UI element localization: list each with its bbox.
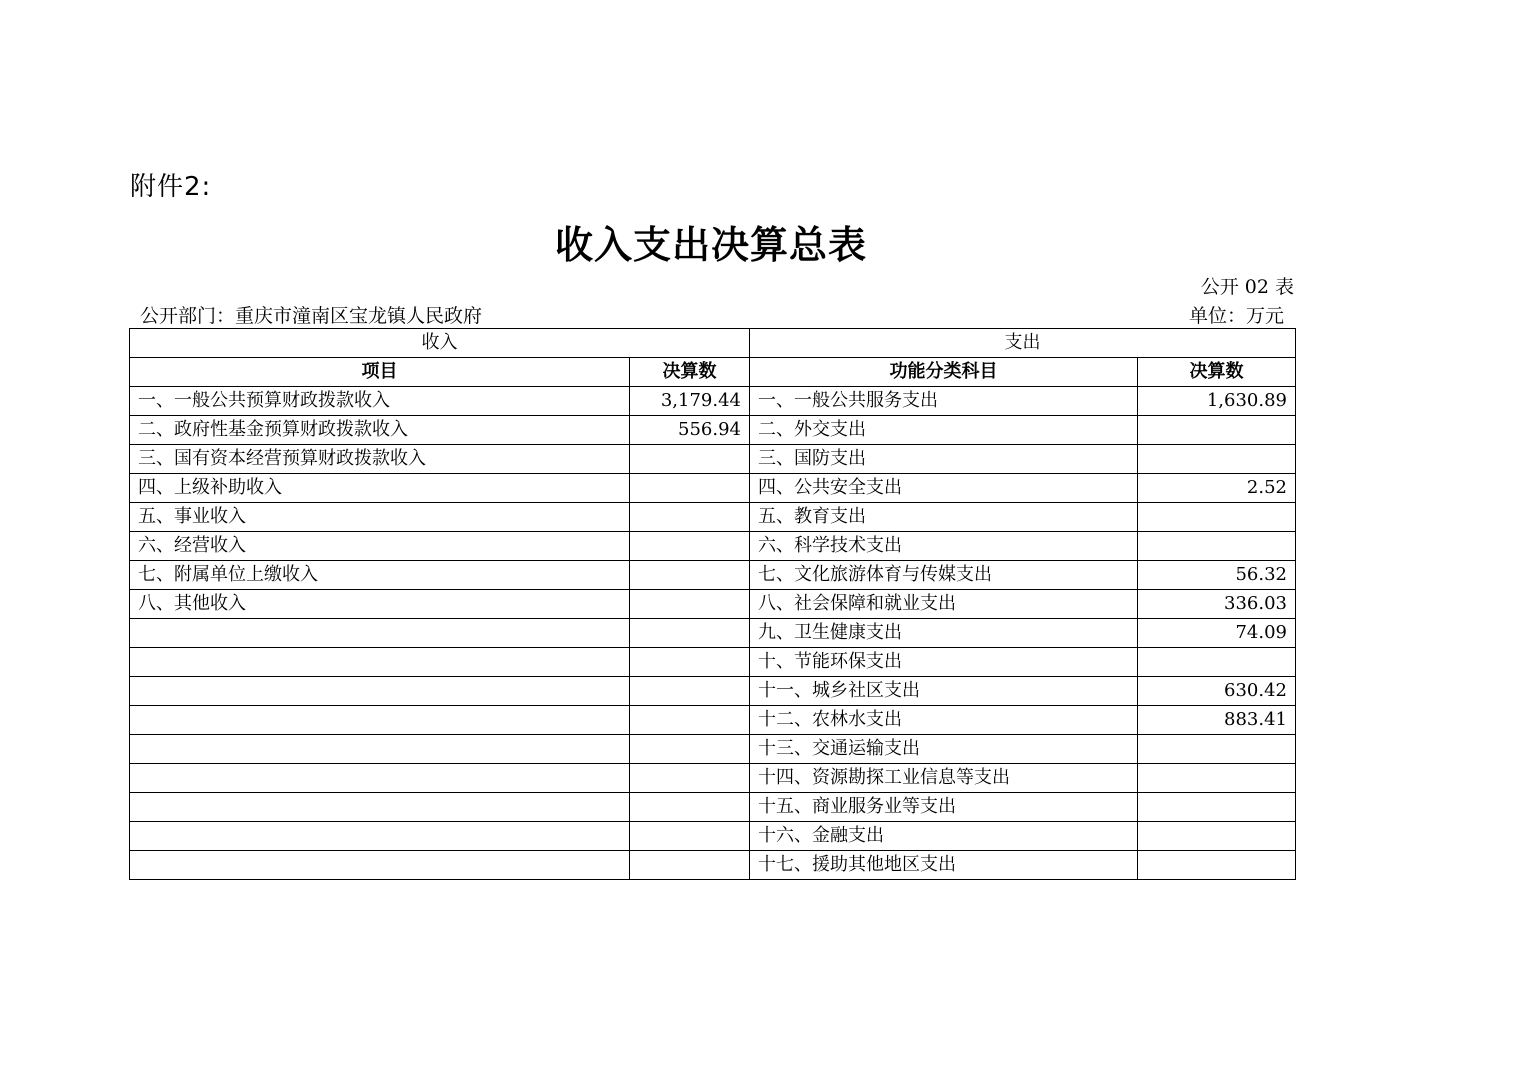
unit-label: 单位：万元 [1188, 305, 1284, 327]
income-amount-cell: 3,179.44 [630, 387, 750, 416]
table-code: 公开 02 表 [1200, 276, 1294, 298]
income-amount-cell [630, 590, 750, 619]
income-amount-cell [630, 503, 750, 532]
attachment-label: 附件2: [130, 172, 212, 202]
expense-amount-cell [1138, 416, 1296, 445]
expense-amount-cell [1138, 445, 1296, 474]
income-amount-cell [630, 764, 750, 793]
expense-item-cell: 九、卫生健康支出 [750, 619, 1138, 648]
income-amount-cell: 556.94 [630, 416, 750, 445]
table-row [130, 619, 1296, 648]
table-row [130, 648, 1296, 677]
income-amount-cell [630, 474, 750, 503]
income-item-cell: 六、经营收入 [130, 532, 630, 561]
income-item-cell [130, 764, 630, 793]
income-amount-cell [630, 851, 750, 880]
expense-amount-cell [1138, 648, 1296, 677]
department-label: 公开部门：重庆市潼南区宝龙镇人民政府 [140, 305, 483, 327]
table-row [130, 445, 1296, 474]
table-row [130, 793, 1296, 822]
income-amount-cell [630, 677, 750, 706]
expense-item-cell: 五、教育支出 [750, 503, 1138, 532]
expense-amount-cell: 336.03 [1138, 590, 1296, 619]
table-row [130, 503, 1296, 532]
expense-item-cell: 十三、交通运输支出 [750, 735, 1138, 764]
expense-amount-cell [1138, 532, 1296, 561]
table-row [130, 416, 1296, 445]
income-item-cell [130, 648, 630, 677]
income-item-cell [130, 822, 630, 851]
table-row [130, 474, 1296, 503]
income-item-cell: 五、事业收入 [130, 503, 630, 532]
table-row [130, 764, 1296, 793]
income-amount-cell [630, 619, 750, 648]
income-amount-cell [630, 822, 750, 851]
expense-item-cell: 二、外交支出 [750, 416, 1138, 445]
col-header-function: 功能分类科目 [750, 358, 1138, 387]
income-item-cell: 三、国有资本经营预算财政拨款收入 [130, 445, 630, 474]
expense-amount-cell: 56.32 [1138, 561, 1296, 590]
table-row [130, 822, 1296, 851]
income-item-cell [130, 619, 630, 648]
expense-item-cell: 六、科学技术支出 [750, 532, 1138, 561]
expense-item-cell: 十七、援助其他地区支出 [750, 851, 1138, 880]
income-amount-cell [630, 706, 750, 735]
income-amount-cell [630, 648, 750, 677]
income-amount-cell [630, 793, 750, 822]
income-item-cell: 一、一般公共预算财政拨款收入 [130, 387, 630, 416]
page-title: 收入支出决算总表 [554, 223, 867, 267]
expense-item-cell: 八、社会保障和就业支出 [750, 590, 1138, 619]
income-expense-table [129, 328, 1296, 880]
table-body [130, 387, 1296, 880]
income-item-cell [130, 851, 630, 880]
expense-amount-cell: 883.41 [1138, 706, 1296, 735]
income-item-cell [130, 677, 630, 706]
expense-item-cell: 十六、金融支出 [750, 822, 1138, 851]
col-header-item: 项目 [130, 358, 630, 387]
table-row [130, 561, 1296, 590]
expense-item-cell: 十二、农林水支出 [750, 706, 1138, 735]
table-row [130, 590, 1296, 619]
income-item-cell [130, 793, 630, 822]
income-item-cell: 八、其他收入 [130, 590, 630, 619]
expense-amount-cell [1138, 735, 1296, 764]
expense-amount-cell [1138, 822, 1296, 851]
income-item-cell: 四、上级补助收入 [130, 474, 630, 503]
expense-group-header: 支出 [750, 329, 1296, 358]
expense-item-cell: 十、节能环保支出 [750, 648, 1138, 677]
income-item-cell [130, 735, 630, 764]
table-row [130, 387, 1296, 416]
expense-item-cell: 一、一般公共服务支出 [750, 387, 1138, 416]
table-row [130, 706, 1296, 735]
expense-amount-cell [1138, 793, 1296, 822]
expense-item-cell: 十一、城乡社区支出 [750, 677, 1138, 706]
expense-item-cell: 七、文化旅游体育与传媒支出 [750, 561, 1138, 590]
expense-item-cell: 三、国防支出 [750, 445, 1138, 474]
expense-amount-cell: 74.09 [1138, 619, 1296, 648]
table-row [130, 532, 1296, 561]
income-amount-cell [630, 445, 750, 474]
col-header-income-amount: 决算数 [630, 358, 750, 387]
expense-amount-cell [1138, 764, 1296, 793]
income-item-cell: 七、附属单位上缴收入 [130, 561, 630, 590]
table-row [130, 851, 1296, 880]
table-row [130, 677, 1296, 706]
income-amount-cell [630, 561, 750, 590]
column-header-row [130, 358, 1296, 387]
col-header-expense-amount: 决算数 [1138, 358, 1296, 387]
income-item-cell [130, 706, 630, 735]
group-header-row [130, 329, 1296, 358]
expense-amount-cell: 2.52 [1138, 474, 1296, 503]
expense-amount-cell: 630.42 [1138, 677, 1296, 706]
expense-item-cell: 四、公共安全支出 [750, 474, 1138, 503]
expense-amount-cell [1138, 851, 1296, 880]
expense-amount-cell: 1,630.89 [1138, 387, 1296, 416]
expense-item-cell: 十五、商业服务业等支出 [750, 793, 1138, 822]
income-amount-cell [630, 735, 750, 764]
expense-amount-cell [1138, 503, 1296, 532]
income-amount-cell [630, 532, 750, 561]
income-item-cell: 二、政府性基金预算财政拨款收入 [130, 416, 630, 445]
expense-item-cell: 十四、资源勘探工业信息等支出 [750, 764, 1138, 793]
table-row [130, 735, 1296, 764]
income-group-header: 收入 [130, 329, 750, 358]
